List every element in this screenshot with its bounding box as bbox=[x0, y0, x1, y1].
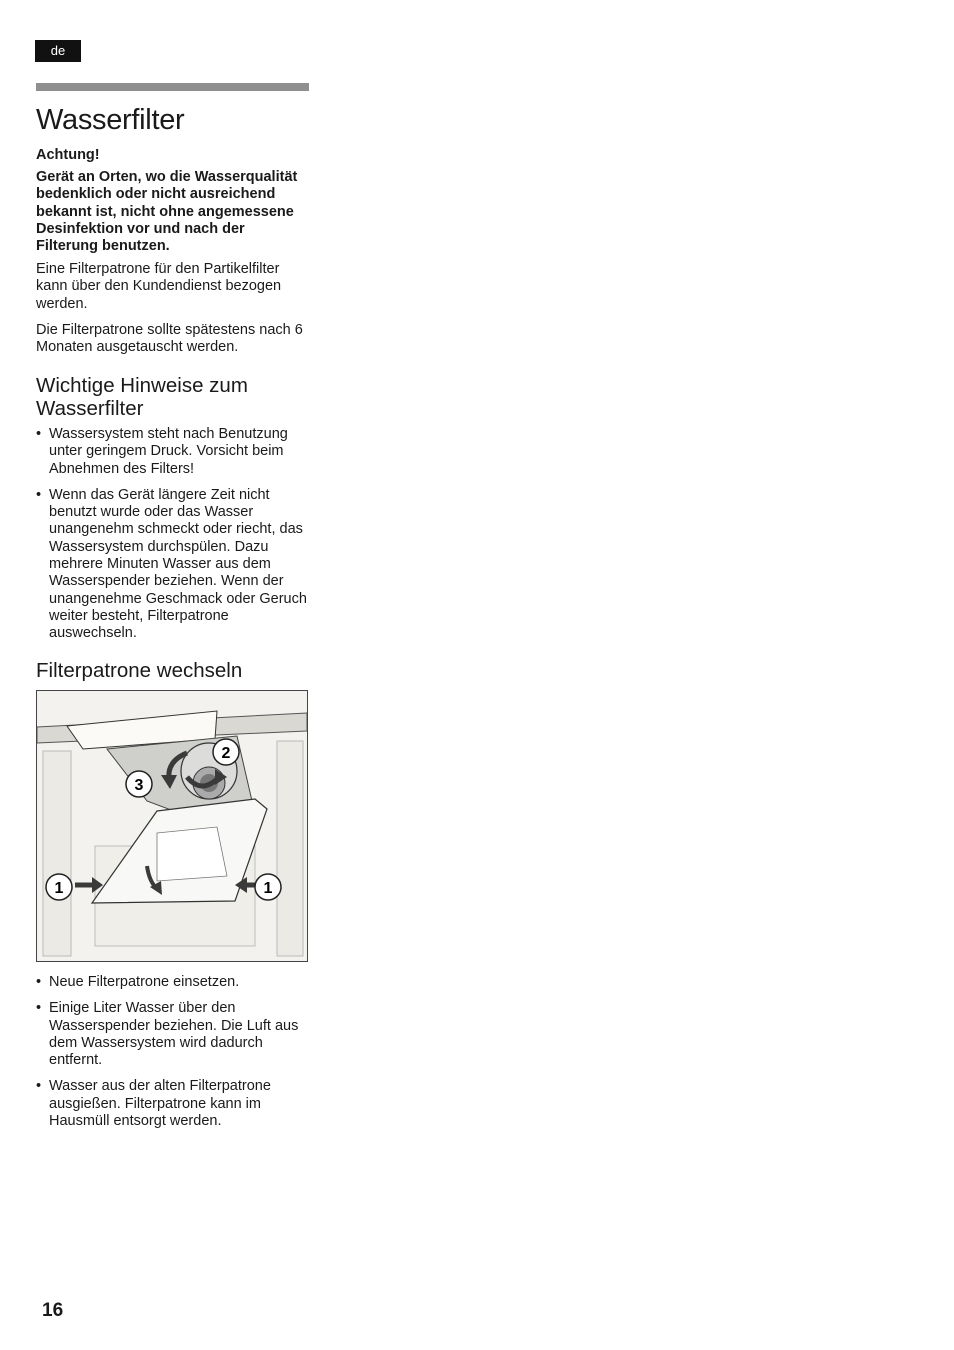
warning-text: Gerät an Orten, wo die Wasserqualität bedenklich oder nicht ausreichend bekannt ist, nicht ohne angemessene Desinfektion vor und nach der Filterung benutzen. bbox=[36, 169, 298, 255]
list-item: • Einige Liter Wasser über den Wasserspender beziehen. Die Luft aus dem Wassersystem wird dadurch entfernt. bbox=[36, 1000, 316, 1069]
list-item: • Wasser aus der alten Filterpatrone ausgießen. Filterpatrone kann im Hausmüll entsorgt werden. bbox=[36, 1078, 316, 1130]
intro-paragraph: Eine Filterpatrone für den Partikelfilter kann über den Kundendienst bezogen werden. bbox=[36, 261, 282, 312]
section-heading-replace: Filterpatrone wechseln bbox=[36, 659, 243, 682]
section-heading-notes: Wichtige Hinweise zum Wasserfilter bbox=[36, 374, 248, 420]
svg-text:2: 2 bbox=[221, 745, 231, 762]
callout-1-right bbox=[255, 874, 281, 900]
svg-text:3: 3 bbox=[134, 777, 144, 794]
list-item: • Wassersystem steht nach Benutzung unter geringem Druck. Vorsicht beim Abnehmen des Filters! bbox=[36, 426, 316, 478]
page-title: Wasserfilter bbox=[36, 104, 185, 136]
callout-2 bbox=[213, 739, 239, 765]
list-item: • Neue Filterpatrone einsetzen. bbox=[36, 974, 316, 991]
svg-text:1: 1 bbox=[263, 880, 273, 897]
intro-paragraph: Die Filterpatrone sollte spätestens nach 6 Monaten ausgetauscht werden. bbox=[36, 322, 303, 356]
callout-3 bbox=[126, 771, 152, 797]
filter-replacement-illustration bbox=[36, 690, 308, 962]
filter-illustration-svg bbox=[37, 691, 307, 961]
callout-1-left bbox=[46, 874, 72, 900]
language-tag: de bbox=[35, 40, 81, 62]
warning-heading: Achtung! bbox=[36, 147, 100, 163]
page-number: 16 bbox=[42, 1300, 64, 1321]
list-item: • Wenn das Gerät längere Zeit nicht benutzt wurde oder das Wasser unangenehm schmeckt oder riecht, das Wassersystem durchspülen. Dazu mehrere Minuten Wasser aus dem Wasserspender beziehen. Wenn der unangenehme Geschmack oder Geruch weiter besteht, Filterpatrone auswechseln. bbox=[36, 487, 316, 643]
svg-text:1: 1 bbox=[54, 880, 64, 897]
notes-list bbox=[36, 426, 316, 652]
section-rule bbox=[36, 83, 309, 91]
replace-steps-list bbox=[36, 974, 316, 1139]
